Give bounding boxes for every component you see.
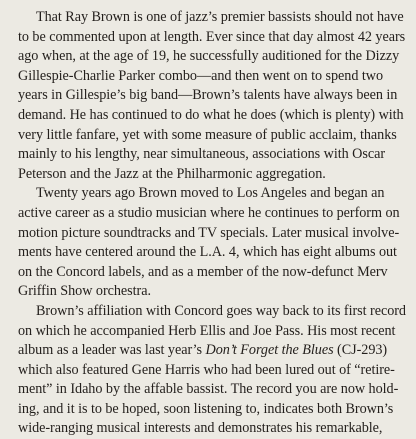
text-line: Twenty years ago Brown moved to Los Angeles and began an <box>36 185 385 202</box>
text-line: years in Gillespie’s big band—Brown’s talents have always been in <box>18 87 398 104</box>
text-line: demand. He has continued to do what he does (which is plenty) with <box>18 106 404 123</box>
text-line: Griffin Show orchestra. <box>18 283 151 300</box>
text-line: motion picture soundtracks and TV specials. Later musical involve- <box>18 224 400 241</box>
text-line: ments have centered around the L.A. 4, which has eight albums out <box>18 244 397 261</box>
text-line: which also featured Gene Harris who had been lured out of “retire- <box>18 361 395 378</box>
text-line: Gillespie-Charlie Parker combo—and then went on to spend two <box>18 67 384 84</box>
text-line: Brown’s affiliation with Concord goes way back to its first record <box>36 302 406 319</box>
text-line: wide-ranging musical interests and demonstrates his remarkable, <box>18 420 383 437</box>
text-line: on the Concord labels, and as a member of the now-defunct Merv <box>18 263 388 280</box>
text-line: to be commented upon at length. Ever since that day almost 42 years <box>18 28 406 45</box>
paragraph-1 <box>18 8 406 184</box>
text-line: ing, and it is to be hoped, soon listening to, indicates both Brown’s <box>18 400 394 417</box>
album-line-before: album as a leader was last year’s <box>18 342 206 359</box>
paragraph-3 <box>18 302 406 439</box>
album-line-after: (CJ-293) <box>333 342 388 359</box>
text-line: mainly to his lengthy, near simultaneous, associations with Oscar <box>18 146 386 163</box>
text-line: very little fanfare, yet with some measure of public acclaim, thanks <box>18 126 397 143</box>
text-line: Peterson and the Jazz at the Philharmonic aggregation. <box>18 165 326 182</box>
text-line-with-album-title <box>18 341 402 361</box>
liner-notes-text <box>0 8 416 439</box>
text-line: ago when, at the age of 19, he successfully auditioned for the Dizzy <box>18 48 400 65</box>
album-title: Don’t Forget the Blues <box>205 342 334 359</box>
text-line: ment” in Idaho by the affable bassist. The record you are now hold- <box>18 381 399 398</box>
text-line: active career as a studio musician where he continues to perform on <box>18 204 400 221</box>
text-line: That Ray Brown is one of jazz’s premier bassists should not have <box>36 9 404 25</box>
text-line: on which he accompanied Herb Ellis and Joe Pass. His most recent <box>18 322 396 339</box>
paragraph-2 <box>18 184 402 302</box>
